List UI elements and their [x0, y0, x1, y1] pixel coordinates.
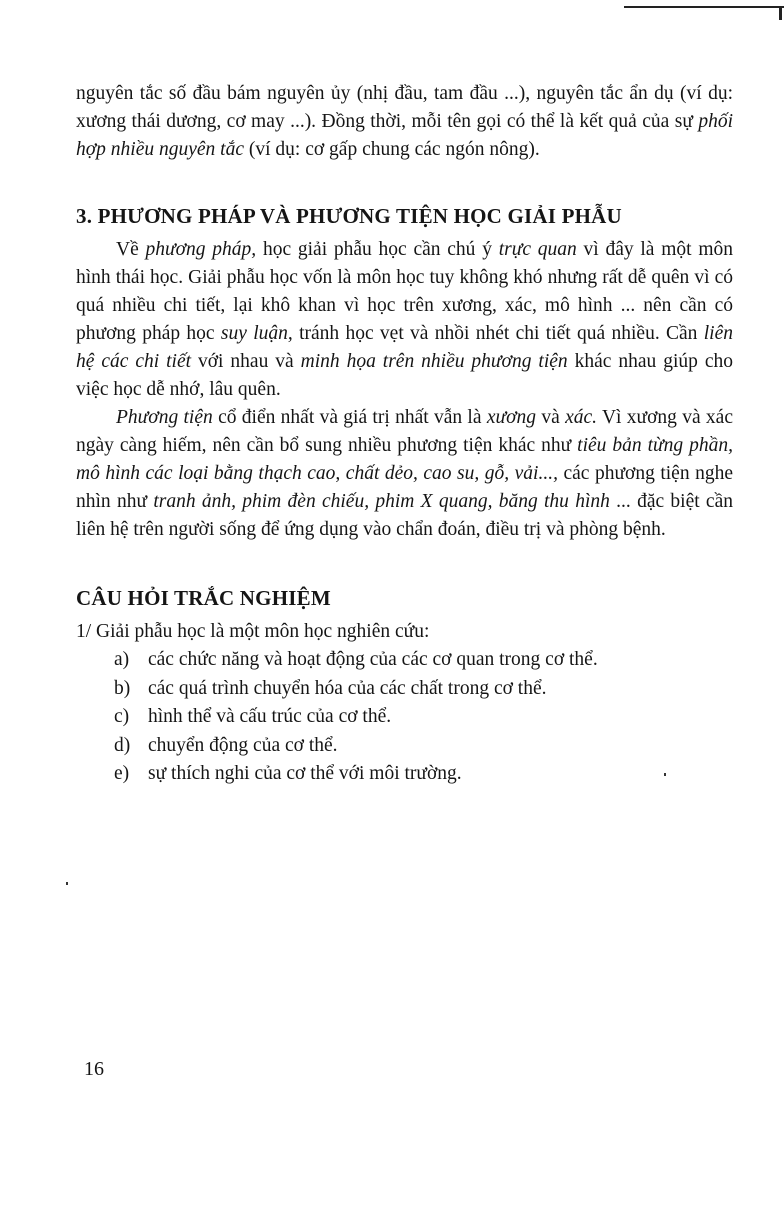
corner-tick	[779, 6, 782, 20]
emphasis-run: xương	[486, 407, 537, 428]
emphasis-run: trực quan	[498, 239, 577, 260]
method-paragraph	[76, 236, 733, 404]
emphasis-run: Phương tiện	[116, 407, 213, 428]
text-run: Về	[116, 239, 146, 260]
option-text: chuyển động của cơ thể.	[148, 734, 338, 756]
option-letter: c)	[114, 706, 130, 727]
page-number: 16	[84, 1058, 104, 1080]
section-heading: 3. PHƯƠNG PHÁP VÀ PHƯƠNG TIỆN HỌC GIẢI PHẪU	[76, 204, 622, 228]
quiz-heading: CÂU HỎI TRẮC NGHIỆM	[76, 586, 331, 610]
text-run: khác nhau giúp cho việc học dễ nhớ, lâu quên.	[76, 351, 733, 400]
emphasis-run: suy luận,	[220, 323, 293, 344]
emphasis-run: tranh ảnh, phim đèn chiếu, phim X quang, băng thu hình	[153, 491, 610, 512]
emphasis-run: liên hệ các chi tiết	[76, 323, 733, 372]
text-run: cổ điển nhất và giá trị nhất vẫn là	[212, 407, 487, 428]
option-letter: d)	[114, 734, 131, 756]
text-run: với nhau và	[191, 351, 301, 372]
intro-text-end: (ví dụ: cơ gấp chung các ngón nông).	[244, 139, 540, 160]
emphasis-run: xác.	[565, 407, 597, 428]
text-run: học giải phẫu học cần chú ý	[256, 239, 499, 260]
quiz-option	[114, 675, 733, 704]
text-run: tránh học vẹt và nhồi nhét chi tiết quá nhiều. Cần	[292, 323, 704, 344]
option-text: hình thể và cấu trúc của cơ thể.	[148, 706, 392, 727]
page-content	[76, 80, 733, 789]
quiz-option	[114, 732, 733, 761]
quiz-option	[114, 760, 733, 789]
text-run: và	[536, 407, 566, 428]
means-paragraph	[76, 404, 733, 544]
scan-speck	[66, 882, 68, 885]
emphasis-run: tiêu bản từng phần, mô hình các loại bằng thạch cao, chất dẻo, cao su, gỗ, vải...,	[76, 435, 733, 484]
option-letter: a)	[114, 649, 130, 670]
quiz-question: 1/ Giải phẫu học là một môn học nghiên cứu:	[76, 621, 430, 642]
quiz-option	[114, 646, 733, 675]
quiz-option	[114, 703, 733, 732]
text-run: ... đặc biệt cần liên hệ trên người sống để ứng dụng vào chẩn đoán, điều trị và phòng bệnh.	[76, 491, 733, 540]
option-letter: b)	[114, 677, 131, 699]
quiz-options	[114, 646, 733, 789]
text-run: Vì xương và xác ngày càng hiếm, nên cần bổ sung nhiều phương tiện khác như	[76, 407, 733, 456]
option-text: các chức năng và hoạt động của các cơ quan trong cơ thể.	[148, 649, 598, 670]
intro-paragraph	[76, 80, 733, 164]
text-run: các phương tiện nghe nhìn như	[76, 463, 733, 512]
corner-rule	[624, 6, 784, 8]
scan-speck	[664, 773, 666, 776]
intro-text: nguyên tắc số đầu bám nguyên ủy (nhị đầu, tam đầu ...), nguyên tắc ẩn dụ (ví dụ: xương thái dương, cơ may ...). Đồng thời, mỗi tên gọi có thể là kết quả của sự	[76, 83, 733, 132]
option-letter: e)	[114, 763, 130, 784]
option-text: các quá trình chuyển hóa của các chất trong cơ thể.	[148, 677, 547, 699]
emphasis-run: phương pháp,	[145, 239, 257, 260]
emphasis-run: minh họa trên nhiều phương tiện	[300, 351, 568, 372]
option-text: sự thích nghi của cơ thể với môi trường.	[148, 763, 462, 784]
intro-emphasis: phối hợp nhiều nguyên tắc	[76, 111, 733, 160]
text-run: vì đây là một môn hình thái học. Giải phẫu học vốn là môn học tuy không khó nhưng rất dễ quên vì có quá nhiều chi tiết, lại khô khan vì học trên xương, xác, mô hình ... nên cần có phương pháp học	[76, 239, 733, 344]
